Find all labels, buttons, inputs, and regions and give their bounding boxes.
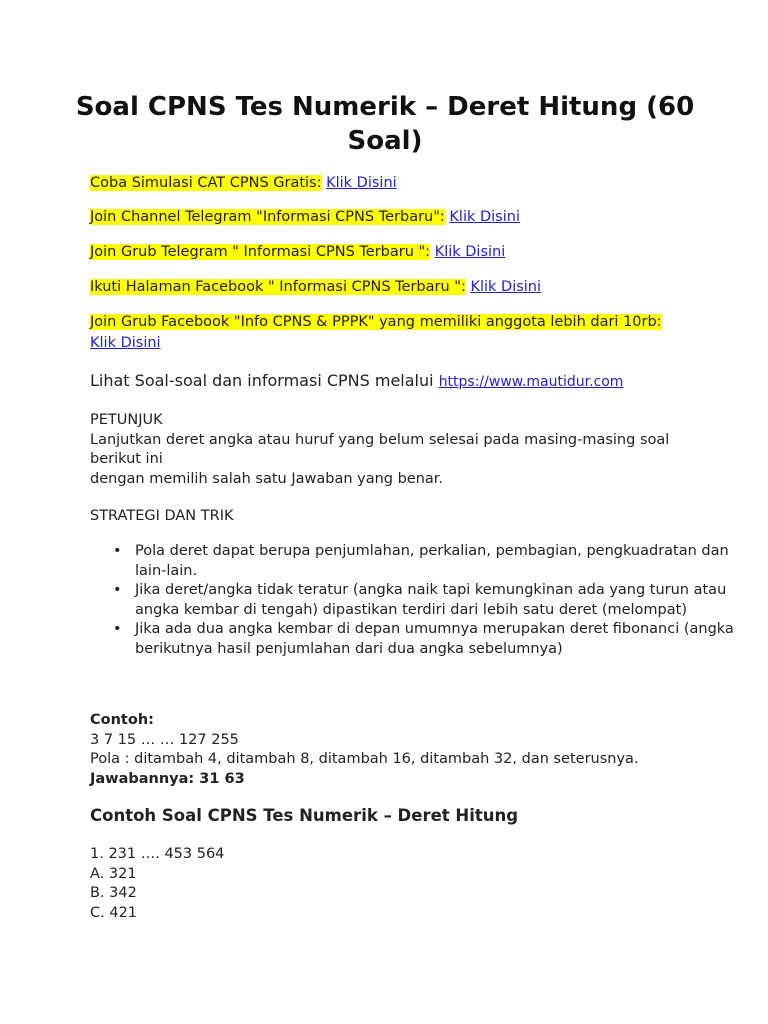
list-item-text: Jika ada dua angka kembar di depan umumnya merupakan deret fibonanci (angka berikutnya hasil penjumlahan dari dua angka sebelumnya) xyxy=(135,621,734,657)
promo-line-facebook-group xyxy=(90,312,665,354)
promo-link-facebook-group[interactable]: Klik Disini xyxy=(90,335,161,351)
contoh-series: 3 7 15 … … 127 255 xyxy=(90,731,239,748)
promo-text: Ikuti Halaman Facebook " Informasi CPNS Terbaru ": xyxy=(90,279,466,295)
lihat-text: Lihat Soal-soal dan informasi CPNS melalui xyxy=(90,371,434,390)
question-block xyxy=(90,845,690,923)
list-item xyxy=(113,620,735,659)
list-item xyxy=(113,542,735,581)
list-item-text: Jika deret/angka tidak teratur (angka naik tapi kemungkinan ada yang turun atau angka kembar di tengah) dipastikan terdiri dari lebih satu deret (melompat) xyxy=(135,582,727,618)
promo-link-telegram-channel[interactable]: Klik Disini xyxy=(449,209,520,225)
petunjuk-line-2: dengan memilih salah satu Jawaban yang benar. xyxy=(90,470,444,487)
lihat-line xyxy=(90,369,623,394)
bullet-icon: • xyxy=(113,621,122,637)
contoh-jawaban: Jawabannya: 31 63 xyxy=(90,770,245,787)
contoh-pola: Pola : ditambah 4, ditambah 8, ditambah 16, ditambah 32, dan seterusnya. xyxy=(90,751,639,767)
bullet-icon: • xyxy=(113,582,122,598)
petunjuk-line-1: Lanjutkan deret angka atau huruf yang belum selesai pada masing-masing soal berikut ini xyxy=(90,431,670,467)
promo-text: Coba Simulasi CAT CPNS Gratis: xyxy=(90,175,322,191)
promo-text: Join Grub Facebook "Info CPNS & PPPK" yang memiliki anggota lebih dari 10rb: xyxy=(90,314,662,330)
list-item xyxy=(113,581,735,620)
promo-text: Join Grub Telegram " Informasi CPNS Terbaru ": xyxy=(90,244,431,260)
strategi-list xyxy=(90,542,735,659)
promo-text: Join Channel Telegram "Informasi CPNS Terbaru": xyxy=(90,209,445,225)
strategi-heading: STRATEGI DAN TRIK xyxy=(90,508,234,524)
bullet-icon: • xyxy=(113,543,122,559)
page-title: Soal CPNS Tes Numerik – Deret Hitung (60 Soal) xyxy=(75,92,695,156)
section-heading: Contoh Soal CPNS Tes Numerik – Deret Hitung xyxy=(90,806,519,825)
question-text: 1. 231 …. 453 564 xyxy=(90,846,225,862)
promo-line-facebook-page xyxy=(90,277,690,298)
promo-line-telegram-group xyxy=(90,242,690,263)
petunjuk-heading: PETUNJUK xyxy=(90,412,163,428)
promo-line-simulasi xyxy=(90,173,690,194)
promo-link-telegram-group[interactable]: Klik Disini xyxy=(434,244,506,260)
contoh-block xyxy=(90,711,690,789)
list-item-text: Pola deret dapat berupa penjumlahan, perkalian, pembagian, pengkuadratan dan lain-lain. xyxy=(135,543,729,579)
contoh-heading: Contoh: xyxy=(90,712,154,728)
promo-link-facebook-page[interactable]: Klik Disini xyxy=(470,279,542,295)
promo-line-telegram-channel xyxy=(90,207,690,228)
petunjuk-block xyxy=(90,411,690,489)
option-b: B. 342 xyxy=(90,885,137,901)
mautidur-link[interactable]: https://www.mautidur.com xyxy=(438,374,624,390)
option-c: C. 421 xyxy=(90,904,138,921)
option-a: A. 321 xyxy=(90,865,137,882)
promo-link-simulasi[interactable]: Klik Disini xyxy=(326,175,397,191)
